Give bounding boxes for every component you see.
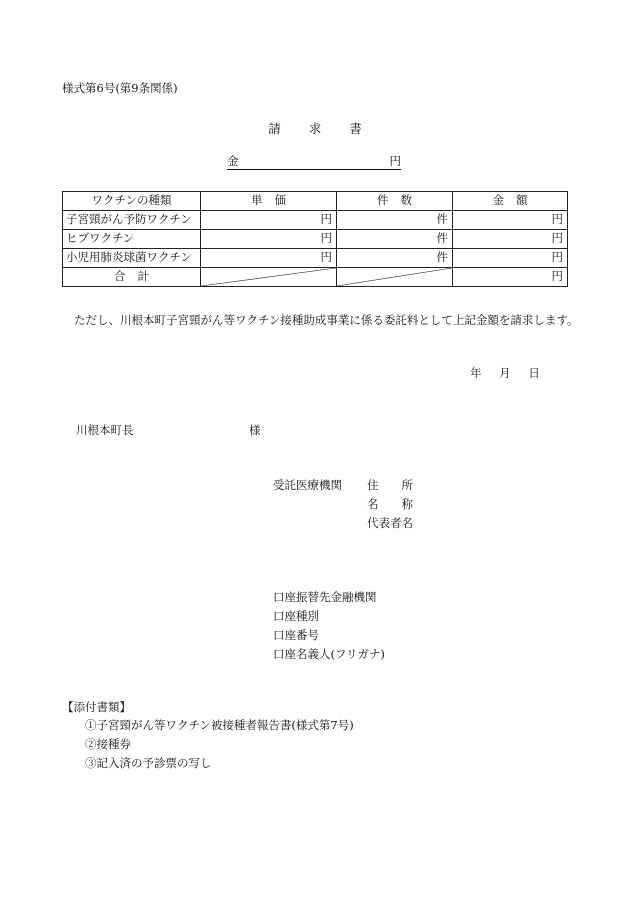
header-amount-1: 金: [492, 193, 504, 208]
date-line: [470, 368, 554, 380]
diagonal-line: [201, 268, 336, 286]
table-header-row: [63, 192, 568, 211]
attachments-heading: 【添付書類】: [62, 700, 131, 714]
title-char-1: 請: [268, 121, 281, 136]
sum-label-1: 合: [114, 269, 126, 284]
table-row: [63, 211, 568, 230]
header-amount: [453, 192, 568, 211]
header-unit-price-2: 価: [274, 193, 286, 208]
row-amount[interactable]: 円: [453, 249, 568, 268]
header-unit-price: [201, 192, 337, 211]
bank-institution-label: 口座振替先金融機関: [273, 590, 377, 604]
provider-label: 受託医療機関: [273, 478, 342, 492]
request-note: ただし、川根本町子宮頸がん等ワクチン接種助成事業に係る委託料として上記金額を請求します。: [74, 313, 579, 327]
row-amount[interactable]: 円: [453, 211, 568, 230]
attachment-item: ①子宮頸がん等ワクチン被接種者報告書(様式第7号): [85, 718, 354, 732]
sum-count-crossed: [337, 268, 453, 287]
row-unit-price[interactable]: 円: [201, 249, 337, 268]
addressee-name: 川根本町長: [76, 423, 134, 437]
header-unit-price-1: 単: [251, 193, 263, 208]
provider-name-label: 名 称: [367, 497, 413, 511]
sum-unit-crossed: [201, 268, 337, 287]
row-vaccine-name: 小児用肺炎球菌ワクチン: [63, 249, 201, 268]
row-count[interactable]: 件: [337, 230, 453, 249]
sum-amount[interactable]: 円: [453, 268, 568, 287]
date-month: 月: [499, 366, 511, 380]
provider-address-label: 住 所: [367, 478, 413, 492]
title-char-3: 書: [349, 121, 362, 136]
header-count-2: 数: [400, 193, 412, 208]
document-title: [0, 123, 630, 136]
header-count-1: 件: [377, 193, 389, 208]
sum-label-2: 計: [137, 269, 149, 284]
fee-table: [62, 191, 568, 287]
addressee-honorific: 様: [249, 423, 261, 437]
provider-representative-label: 代表者名: [367, 516, 413, 530]
attachment-item: ②接種券: [85, 737, 131, 751]
account-type-label: 口座種別: [273, 609, 319, 623]
form-number: 様式第6号(第9条関係): [62, 81, 178, 95]
account-number-label: 口座番号: [273, 628, 319, 642]
header-vaccine-type: ワクチンの種類: [63, 192, 201, 211]
row-amount[interactable]: 円: [453, 230, 568, 249]
row-unit-price[interactable]: 円: [201, 230, 337, 249]
sum-row: [63, 268, 568, 287]
diagonal-line: [337, 268, 452, 286]
table-row: [63, 230, 568, 249]
table-row: [63, 249, 568, 268]
row-count[interactable]: 件: [337, 249, 453, 268]
row-unit-price[interactable]: 円: [201, 211, 337, 230]
date-day: 日: [528, 366, 540, 380]
row-vaccine-name: 子宮頸がん予防ワクチン: [63, 211, 201, 230]
attachment-item: ③記入済の予診票の写し: [85, 756, 212, 770]
amount-line: [227, 156, 401, 170]
date-year: 年: [470, 366, 482, 380]
header-count: [337, 192, 453, 211]
amount-suffix: 円: [389, 154, 401, 168]
account-holder-label: 口座名義人(フリガナ): [273, 647, 385, 661]
header-amount-2: 額: [516, 193, 528, 208]
amount-prefix: 金: [227, 154, 239, 168]
row-count[interactable]: 件: [337, 211, 453, 230]
title-char-2: 求: [308, 121, 322, 136]
row-vaccine-name: ヒブワクチン: [63, 230, 201, 249]
sum-label: [63, 268, 201, 287]
